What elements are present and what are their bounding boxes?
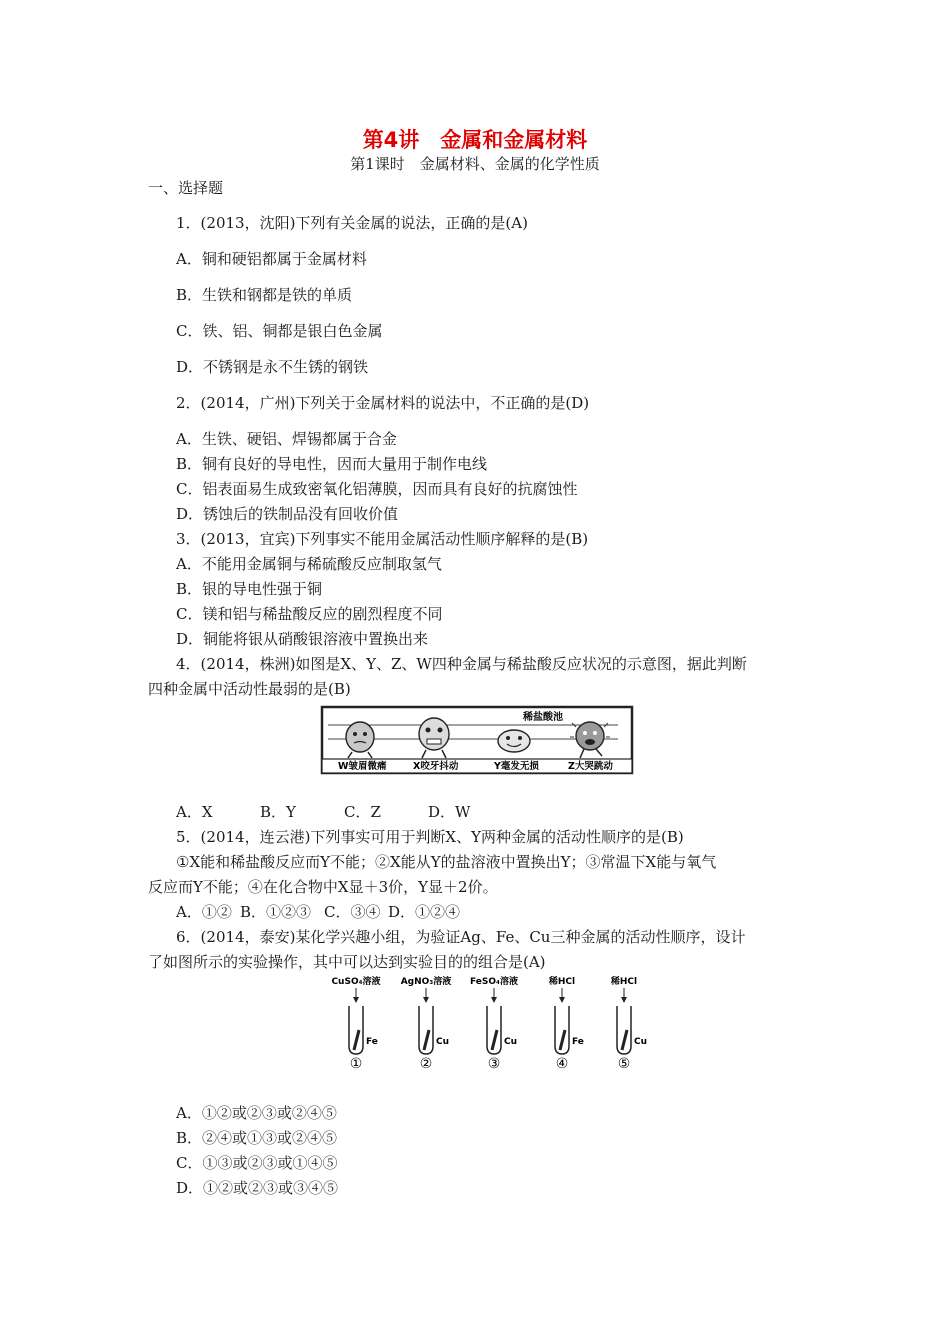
- q4-option-a: A．X: [176, 803, 213, 821]
- test-tube-2: [401, 975, 452, 1070]
- q5-stem: 5．(2014，连云港)下列事实可用于判断X、Y两种金属的活动性顺序的是(B): [176, 828, 684, 846]
- caption-z: Z大哭跳动: [568, 761, 613, 772]
- q4-option-b: B．Y: [260, 803, 296, 821]
- metal-label: Cu: [436, 1037, 450, 1047]
- metal-y-figure: [498, 730, 530, 752]
- q1-option-c: C．铁、铝、铜都是银白色金属: [176, 322, 383, 340]
- metal-strip: [560, 1030, 565, 1050]
- q6-stem-line2: 了如图所示的实验操作，其中可以达到实验目的的组合是(A): [148, 953, 546, 971]
- q6-stem-line1: 6．(2014，泰安)某化学兴趣小组，为验证Ag、Fe、Cu三种金属的活动性顺序，设计: [176, 928, 746, 946]
- tube-number: ④: [555, 1056, 569, 1070]
- test-tube-1: [331, 975, 380, 1070]
- q6-option-d: D．①②或②③或③④⑤: [176, 1179, 339, 1197]
- reagent-label: CuSO₄溶液: [331, 977, 381, 987]
- q4-options: [176, 802, 470, 822]
- q6-option-b: B．②④或①③或②④⑤: [176, 1129, 338, 1147]
- metal-strip: [424, 1030, 429, 1050]
- tube-number: ⑤: [617, 1056, 631, 1070]
- section-heading: 一、选择题: [148, 179, 224, 197]
- test-tube-5: [610, 975, 647, 1070]
- metal-label: Cu: [634, 1037, 648, 1047]
- q1-option-b: B．生铁和钢都是铁的单质: [176, 286, 353, 304]
- reagent-label: AgNO₃溶液: [400, 977, 452, 987]
- q5-option-a: A．①②: [176, 903, 232, 921]
- page-title: 第4讲 金属和金属材料: [362, 128, 588, 152]
- metal-label: Cu: [504, 1037, 518, 1047]
- test-tubes-figure: [326, 974, 656, 1070]
- q2-option-d: D．锈蚀后的铁制品没有回收价值: [176, 505, 399, 523]
- caption-x: X咬牙抖动: [413, 761, 459, 772]
- reagent-label: FeSO₄溶液: [470, 977, 518, 987]
- q5-body-line1: ①X能和稀盐酸反应而Y不能；②X能从Y的盐溶液中置换出Y；③常温下X能与氧气: [176, 853, 717, 871]
- reagent-label: 稀HCl: [548, 977, 576, 987]
- q3-option-b: B．银的导电性强于铜: [176, 580, 323, 598]
- q6-option-c: C．①③或②③或①④⑤: [176, 1154, 338, 1172]
- page-subtitle: 第1课时 金属材料、金属的化学性质: [350, 155, 600, 173]
- metal-label: Fe: [572, 1037, 584, 1047]
- q2-option-c: C．铝表面易生成致密氧化铝薄膜，因而具有良好的抗腐蚀性: [176, 480, 578, 498]
- q5-body-line2: 反应而Y不能；④在化合物中X显＋3价，Y显＋2价。: [148, 878, 498, 896]
- metal-strip: [354, 1030, 359, 1050]
- q2-stem: 2．(2014，广州)下列关于金属材料的说法中，不正确的是(D): [176, 394, 590, 412]
- tube-number: ②: [419, 1056, 433, 1070]
- q4-stem-line2: 四种金属中活动性最弱的是(B): [148, 680, 351, 698]
- reagent-label: 稀HCl: [610, 977, 638, 987]
- metal-strip: [492, 1030, 497, 1050]
- q2-option-a: A．生铁、硬铝、焊锡都属于合金: [176, 430, 397, 448]
- caption-y: Y毫发无损: [494, 761, 539, 772]
- q4-stem-line1: 4．(2014，株洲)如图是X、Y、Z、W四种金属与稀盐酸反应状况的示意图，据此判断: [176, 655, 747, 673]
- q3-option-d: D．铜能将银从硝酸银溶液中置换出来: [176, 630, 429, 648]
- tube-number: ③: [487, 1056, 501, 1070]
- q6-option-a: A．①②或②③或②④⑤: [176, 1104, 337, 1122]
- q1-stem: 1．(2013，沈阳)下列有关金属的说法，正确的是(A): [176, 214, 528, 232]
- q4-option-d: D．W: [428, 803, 471, 821]
- test-tube-4: [548, 975, 584, 1070]
- q5-option-b: B．①②③: [240, 903, 312, 921]
- tube-number: ①: [349, 1056, 363, 1070]
- q5-options: [176, 902, 460, 922]
- pool-label: 稀盐酸池: [523, 712, 563, 723]
- q3-option-c: C．镁和铝与稀盐酸反应的剧烈程度不同: [176, 605, 443, 623]
- acid-pool-figure: [318, 703, 636, 777]
- q2-option-b: B．铜有良好的导电性，因而大量用于制作电线: [176, 455, 488, 473]
- metal-strip: [622, 1030, 627, 1050]
- q1-option-a: A．铜和硬铝都属于金属材料: [176, 250, 367, 268]
- q3-option-a: A．不能用金属铜与稀硫酸反应制取氢气: [176, 555, 442, 573]
- q5-option-d: D．①②④: [388, 903, 461, 921]
- q3-stem: 3．(2013，宜宾)下列事实不能用金属活动性顺序解释的是(B): [176, 530, 589, 548]
- caption-w: W皱眉微痛: [338, 761, 387, 772]
- q4-option-c: C．Z: [344, 803, 381, 821]
- q5-option-c: C．③④: [324, 903, 381, 921]
- metal-label: Fe: [366, 1037, 378, 1047]
- q1-option-d: D．不锈钢是永不生锈的钢铁: [176, 358, 369, 376]
- test-tube-3: [470, 975, 518, 1070]
